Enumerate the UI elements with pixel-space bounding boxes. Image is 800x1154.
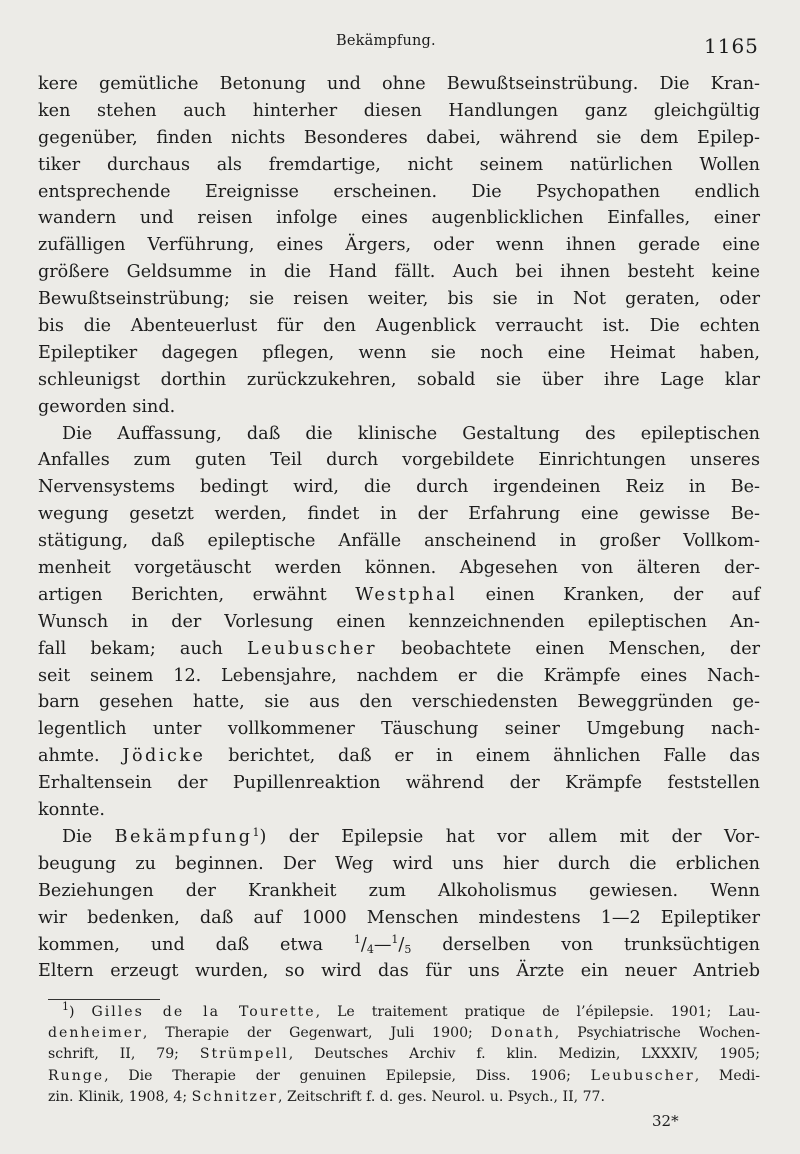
- text-line: Anfalles zum guten Teil durch vorgebildete Einrichtungen unseres: [38, 450, 760, 471]
- fraction-numerator: 1: [391, 932, 399, 946]
- running-header: Bekämpfung.: [336, 33, 436, 49]
- text-line: menheit vorgetäuscht werden können. Abgesehen von älteren der-: [38, 558, 760, 579]
- text-segment: , Psychiatrische Wochen-: [554, 1025, 760, 1042]
- text-line: geworden sind.: [38, 396, 176, 417]
- text-line: tiker durchaus als fremdartige, nicht seinem natürlichen Wollen: [38, 154, 760, 175]
- text-line: [38, 636, 760, 663]
- text-segment: , Zeitschrift f. d. ges. Neurol. u. Psych., II, 77.: [278, 1088, 606, 1105]
- footnote-line: [48, 1044, 760, 1065]
- text-segment: Die: [62, 826, 93, 847]
- author-name: Strümpell: [199, 1046, 289, 1063]
- fraction-numerator: 1: [353, 932, 361, 946]
- text-line: Die Auffassung, daß die klinische Gestaltung des epileptischen: [62, 423, 760, 444]
- text-segment: , Therapie der Gegenwart, Juli 1900;: [142, 1025, 473, 1042]
- text-line: wir bedenken, daß auf 1000 Menschen mindestens 1—2 Epileptiker: [38, 907, 760, 928]
- author-name: Runge: [48, 1067, 105, 1084]
- text-line: wegung gesetzt werden, findet in der Erfahrung eine gewisse Be-: [38, 504, 760, 525]
- text-line: Erhaltensein der Pupillenreaktion während der Krämpfe feststellen: [38, 773, 760, 794]
- text-line: entsprechende Ereignisse erscheinen. Die Psychopathen endlich: [38, 181, 760, 202]
- text-line: Eltern erzeugt wurden, so wird das für uns Ärzte ein neuer Antrieb: [38, 961, 760, 982]
- text-line: Epileptiker dagegen pflegen, wenn sie noch eine Heimat haben,: [38, 342, 760, 363]
- text-segment: beobachtete einen Menschen, der: [401, 638, 761, 659]
- text-segment: ahmte.: [38, 746, 100, 767]
- text-line: kere gemütliche Betonung und ohne Bewußtseinstrübung. Die Kran-: [38, 74, 760, 94]
- text-segment: ): [69, 1004, 92, 1020]
- text-segment: zin. Klinik, 1908, 4;: [48, 1088, 188, 1105]
- author-name: Leubuscher: [590, 1067, 695, 1084]
- text-segment: , Die Therapie der genuinen Epilepsie, Diss. 1906;: [104, 1067, 571, 1084]
- text-segment: , Le traitement pratique de l’épilepsie. 1901; Lau-: [315, 1004, 760, 1020]
- text-segment: berichtet, daß er in einem ähnlichen Falle das: [228, 746, 761, 767]
- text-line: gegenüber, finden nichts Besonderes dabei, während sie dem Epilep-: [38, 127, 760, 148]
- text-line: beugung zu beginnen. Der Weg wird uns hier durch die erblichen: [38, 853, 760, 874]
- text-segment: , Deutsches Archiv f. klin. Medizin, LXXXIV, 1905;: [288, 1046, 760, 1063]
- text-line: seit seinem 12. Lebensjahre, nachdem er die Krämpfe eines Nach-: [38, 665, 760, 686]
- footnote-line: [48, 1023, 760, 1044]
- text-line: konnte.: [38, 800, 105, 821]
- text-line: größere Geldsumme in die Hand fällt. Auch bei ihnen besteht keine: [38, 262, 760, 283]
- footnote-line: [48, 1002, 760, 1023]
- fraction-denominator: 5: [404, 942, 412, 956]
- footnote-line: [48, 1066, 760, 1087]
- text-line: ken stehen auch hinterher diesen Handlungen ganz gleichgültig: [38, 100, 760, 121]
- range-dash: —: [373, 934, 392, 955]
- text-line: wandern und reisen infolge eines augenblicklichen Einfalles, einer: [38, 208, 760, 229]
- text-segment: schrift, II, 79;: [48, 1046, 179, 1063]
- author-name: Leubuscher: [246, 638, 378, 659]
- text-line: Beziehungen der Krankheit zum Alkoholismus gewiesen. Wenn: [38, 880, 760, 901]
- text-line: zufälligen Verführung, eines Ärgers, oder wenn ihnen gerade eine: [38, 235, 760, 256]
- author-name: Donath: [490, 1025, 555, 1042]
- author-name: Gilles de la Tourette: [91, 1004, 316, 1020]
- text-line: [38, 824, 760, 851]
- text-segment: ) der Epilepsie hat vor allem mit der Vor-: [259, 826, 760, 847]
- author-name: Schnitzer: [191, 1088, 279, 1105]
- footnote-block: [48, 1002, 760, 1108]
- text-line: stätigung, daß epileptische Anfälle anscheinend in großer Vollkom-: [38, 531, 760, 552]
- printer-signature-mark: 32*: [652, 1112, 679, 1130]
- text-segment: fall bekam; auch: [38, 638, 223, 659]
- text-line: Nervensystems bedingt wird, die durch irgendeinen Reiz in Be-: [38, 477, 760, 498]
- footnote-line: [48, 1087, 760, 1108]
- text-line: schleunigst dorthin zurückzukehren, sobald sie über ihre Lage klar: [38, 369, 760, 390]
- author-name: denheimer: [48, 1025, 143, 1042]
- text-line: [38, 932, 760, 959]
- text-line: [38, 582, 760, 609]
- text-line: Bewußtseinstrübung; sie reisen weiter, bis sie in Not geraten, oder: [38, 289, 760, 310]
- footnote-ref: 1: [252, 825, 260, 839]
- text-line: bis die Abenteuerlust für den Augenblick verraucht ist. Die echten: [38, 316, 760, 337]
- body-text: [38, 71, 760, 985]
- text-segment: einen Kranken, der auf: [485, 584, 761, 605]
- text-line: Wunsch in der Vorlesung einen kennzeichnenden epileptischen An-: [38, 611, 760, 632]
- text-segment: , Medi-: [694, 1067, 760, 1084]
- emphasized-term: Bekämpfung: [114, 826, 253, 847]
- text-line: [38, 743, 760, 770]
- fraction-denominator: 4: [366, 942, 374, 956]
- footnote-marker: 1: [62, 1000, 69, 1013]
- text-segment: kommen, und daß etwa: [38, 934, 323, 955]
- text-segment: derselben von trunksüchtigen: [442, 934, 761, 955]
- page-number: 1165: [704, 34, 759, 58]
- fraction-range: $^1/_4—^1/_5$: [353, 932, 412, 956]
- text-segment: artigen Berichten, erwähnt: [38, 584, 327, 605]
- author-name: Jödicke: [122, 746, 206, 767]
- text-line: barn gesehen hatte, sie aus den verschiedensten Beweggründen ge-: [38, 692, 760, 713]
- text-line: legentlich unter vollkommener Täuschung seiner Umgebung nach-: [38, 719, 760, 740]
- author-name: Westphal: [355, 584, 458, 605]
